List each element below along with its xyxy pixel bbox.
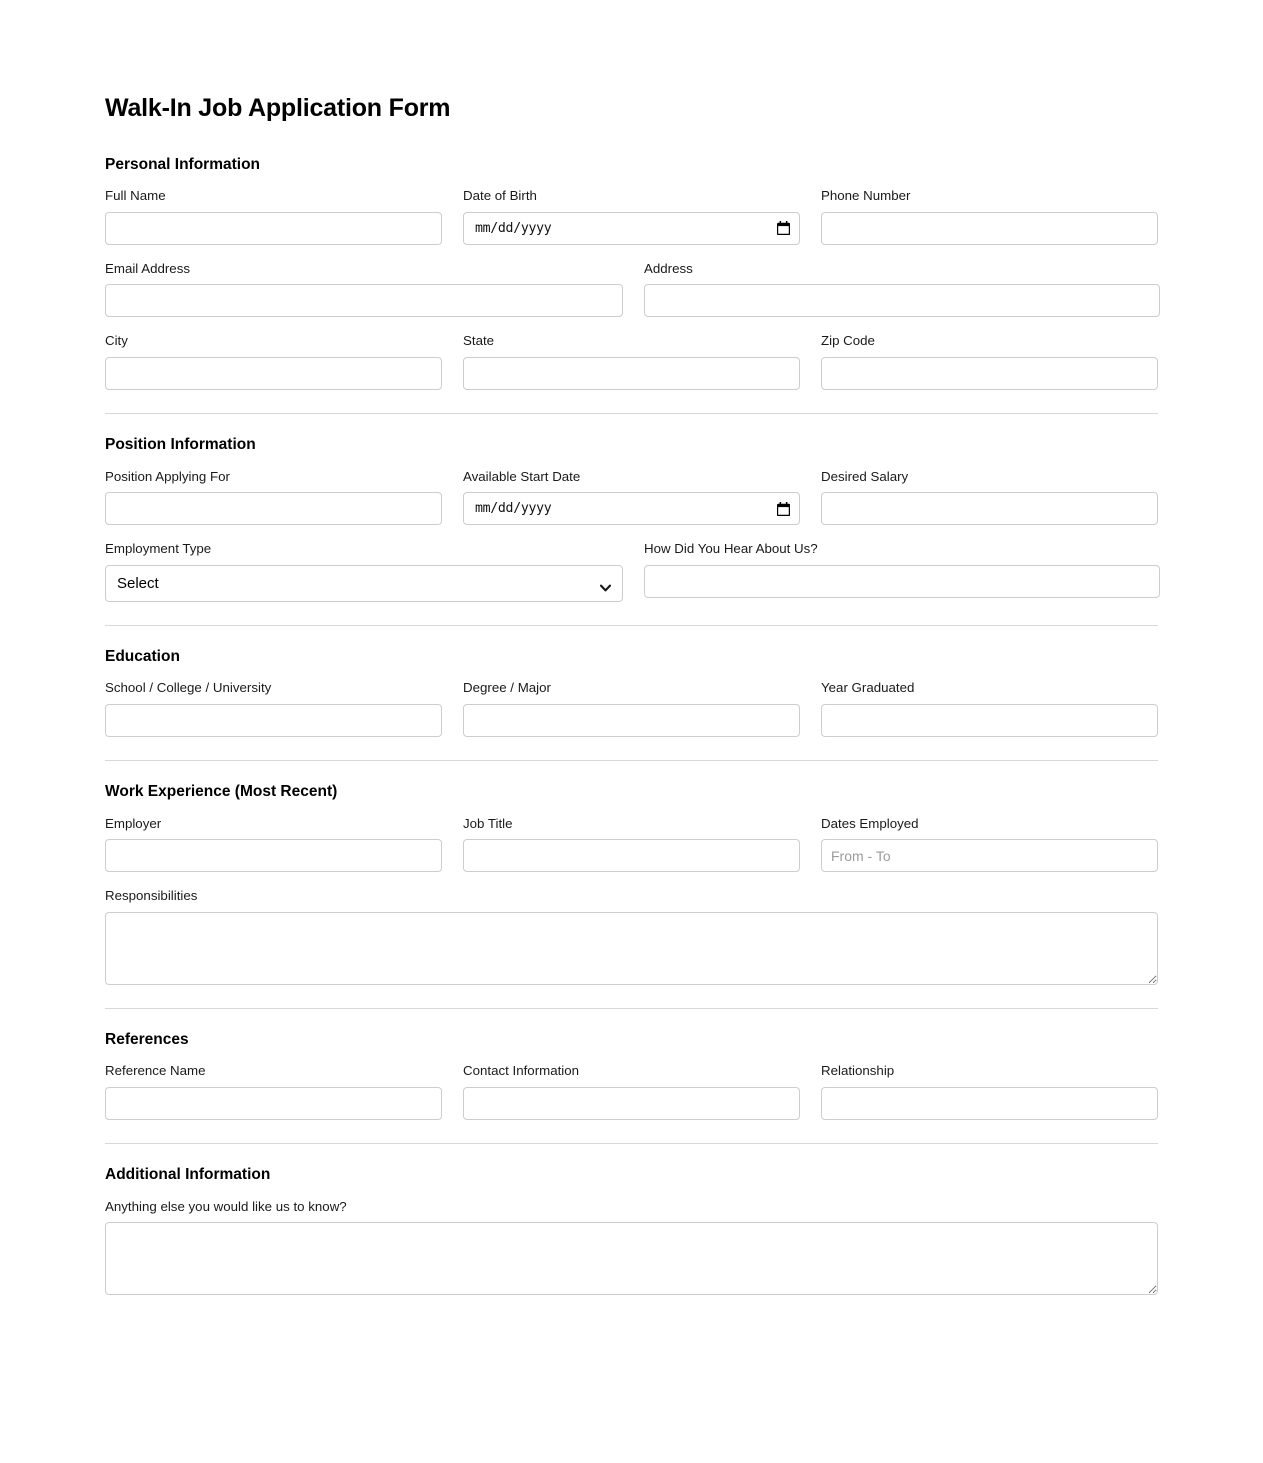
field-label: Desired Salary bbox=[821, 468, 909, 484]
select-value: Select bbox=[117, 574, 159, 592]
field-label: School / College / University bbox=[105, 680, 272, 696]
field-address bbox=[644, 261, 1160, 318]
degree-major-input[interactable] bbox=[463, 704, 800, 737]
field-label: Email Address bbox=[105, 260, 190, 276]
form-row bbox=[105, 469, 1158, 526]
field-label: Full Name bbox=[105, 188, 166, 204]
calendar-icon[interactable] bbox=[777, 502, 790, 516]
calendar-icon[interactable] bbox=[777, 221, 790, 235]
field-phone-number bbox=[821, 188, 1158, 245]
field-label: Anything else you would like us to know? bbox=[105, 1198, 347, 1214]
field-label: Employment Type bbox=[105, 541, 212, 557]
state-input[interactable] bbox=[463, 357, 800, 390]
field-label: Zip Code bbox=[821, 333, 875, 349]
field-school-college-university bbox=[105, 680, 442, 737]
dates-employed-input[interactable] bbox=[821, 839, 1158, 872]
section-divider bbox=[105, 1008, 1158, 1009]
section-heading: Additional Information bbox=[105, 1165, 271, 1183]
employment-type-select[interactable] bbox=[105, 565, 623, 602]
field-year-graduated bbox=[821, 680, 1158, 737]
relationship-input[interactable] bbox=[821, 1087, 1158, 1120]
employer-input[interactable] bbox=[105, 839, 442, 872]
field-zip-code bbox=[821, 333, 1158, 390]
field-label: Position Applying For bbox=[105, 468, 230, 484]
position-applying-for-input[interactable] bbox=[105, 492, 442, 525]
field-responsibilities bbox=[105, 888, 1158, 985]
field-label: Phone Number bbox=[821, 188, 911, 204]
zip-code-input[interactable] bbox=[821, 357, 1158, 390]
form-row bbox=[105, 261, 1158, 318]
section-divider bbox=[105, 1143, 1158, 1144]
field-desired-salary bbox=[821, 469, 1158, 526]
field-anything-else-you-would-like-us-to-know bbox=[105, 1199, 1158, 1296]
form-row bbox=[105, 333, 1158, 390]
field-contact-information bbox=[463, 1063, 800, 1120]
field-reference-name bbox=[105, 1063, 442, 1120]
how-did-you-hear-about-us-input[interactable] bbox=[644, 565, 1160, 598]
field-state bbox=[463, 333, 800, 390]
field-label: State bbox=[463, 333, 495, 349]
section-heading: Personal Information bbox=[105, 155, 261, 173]
field-full-name bbox=[105, 188, 442, 245]
form-sections bbox=[105, 156, 1158, 1296]
section-education bbox=[105, 648, 1158, 737]
section-heading: References bbox=[105, 1030, 189, 1048]
phone-number-input[interactable] bbox=[821, 212, 1158, 245]
field-label: Address bbox=[644, 260, 693, 276]
field-relationship bbox=[821, 1063, 1158, 1120]
city-input[interactable] bbox=[105, 357, 442, 390]
section-position-information bbox=[105, 436, 1158, 602]
field-label: Year Graduated bbox=[821, 680, 915, 696]
form-row bbox=[105, 1199, 1158, 1296]
desired-salary-input[interactable] bbox=[821, 492, 1158, 525]
section-personal-information bbox=[105, 156, 1158, 390]
form-row bbox=[105, 816, 1158, 873]
section-heading: Position Information bbox=[105, 435, 256, 453]
field-label: Available Start Date bbox=[463, 468, 581, 484]
field-label: Degree / Major bbox=[463, 680, 551, 696]
email-address-input[interactable] bbox=[105, 284, 623, 317]
field-date-of-birth bbox=[463, 188, 800, 245]
section-references bbox=[105, 1031, 1158, 1120]
chevron-down-icon bbox=[600, 579, 611, 587]
section-heading: Work Experience (Most Recent) bbox=[105, 782, 338, 800]
field-position-applying-for bbox=[105, 469, 442, 526]
form-row bbox=[105, 888, 1158, 985]
date-placeholder: mm/dd/yyyy bbox=[475, 220, 552, 236]
field-label: Employer bbox=[105, 815, 162, 831]
section-additional-information bbox=[105, 1166, 1158, 1295]
field-label: Dates Employed bbox=[821, 815, 919, 831]
field-employer bbox=[105, 816, 442, 873]
section-divider bbox=[105, 413, 1158, 414]
anything-else-you-would-like-us-to-know-textarea[interactable] bbox=[105, 1222, 1158, 1295]
form-row bbox=[105, 541, 1158, 602]
field-employment-type bbox=[105, 541, 623, 602]
field-dates-employed bbox=[821, 816, 1158, 873]
field-job-title bbox=[463, 816, 800, 873]
section-divider bbox=[105, 625, 1158, 626]
date-placeholder: mm/dd/yyyy bbox=[475, 501, 552, 517]
job-title-input[interactable] bbox=[463, 839, 800, 872]
school-college-university-input[interactable] bbox=[105, 704, 442, 737]
responsibilities-textarea[interactable] bbox=[105, 912, 1158, 985]
form-row bbox=[105, 1063, 1158, 1120]
year-graduated-input[interactable] bbox=[821, 704, 1158, 737]
field-city bbox=[105, 333, 442, 390]
section-heading: Education bbox=[105, 647, 180, 665]
field-label: How Did You Hear About Us? bbox=[644, 541, 818, 557]
full-name-input[interactable] bbox=[105, 212, 442, 245]
field-email-address bbox=[105, 261, 623, 318]
address-input[interactable] bbox=[644, 284, 1160, 317]
contact-information-input[interactable] bbox=[463, 1087, 800, 1120]
field-label: City bbox=[105, 333, 128, 349]
field-label: Reference Name bbox=[105, 1063, 206, 1079]
field-label: Job Title bbox=[463, 815, 513, 831]
field-label: Relationship bbox=[821, 1063, 895, 1079]
field-degree-major bbox=[463, 680, 800, 737]
form-row bbox=[105, 680, 1158, 737]
field-available-start-date bbox=[463, 469, 800, 526]
page-title: Walk-In Job Application Form bbox=[105, 94, 451, 122]
field-how-did-you-hear-about-us bbox=[644, 541, 1160, 602]
field-label: Date of Birth bbox=[463, 188, 537, 204]
form-row bbox=[105, 188, 1158, 245]
section-divider bbox=[105, 760, 1158, 761]
field-label: Responsibilities bbox=[105, 888, 198, 904]
date-of-birth-date-input[interactable] bbox=[463, 212, 800, 245]
available-start-date-date-input[interactable] bbox=[463, 492, 800, 525]
reference-name-input[interactable] bbox=[105, 1087, 442, 1120]
field-label: Contact Information bbox=[463, 1063, 580, 1079]
section-work-experience-most-recent bbox=[105, 783, 1158, 985]
